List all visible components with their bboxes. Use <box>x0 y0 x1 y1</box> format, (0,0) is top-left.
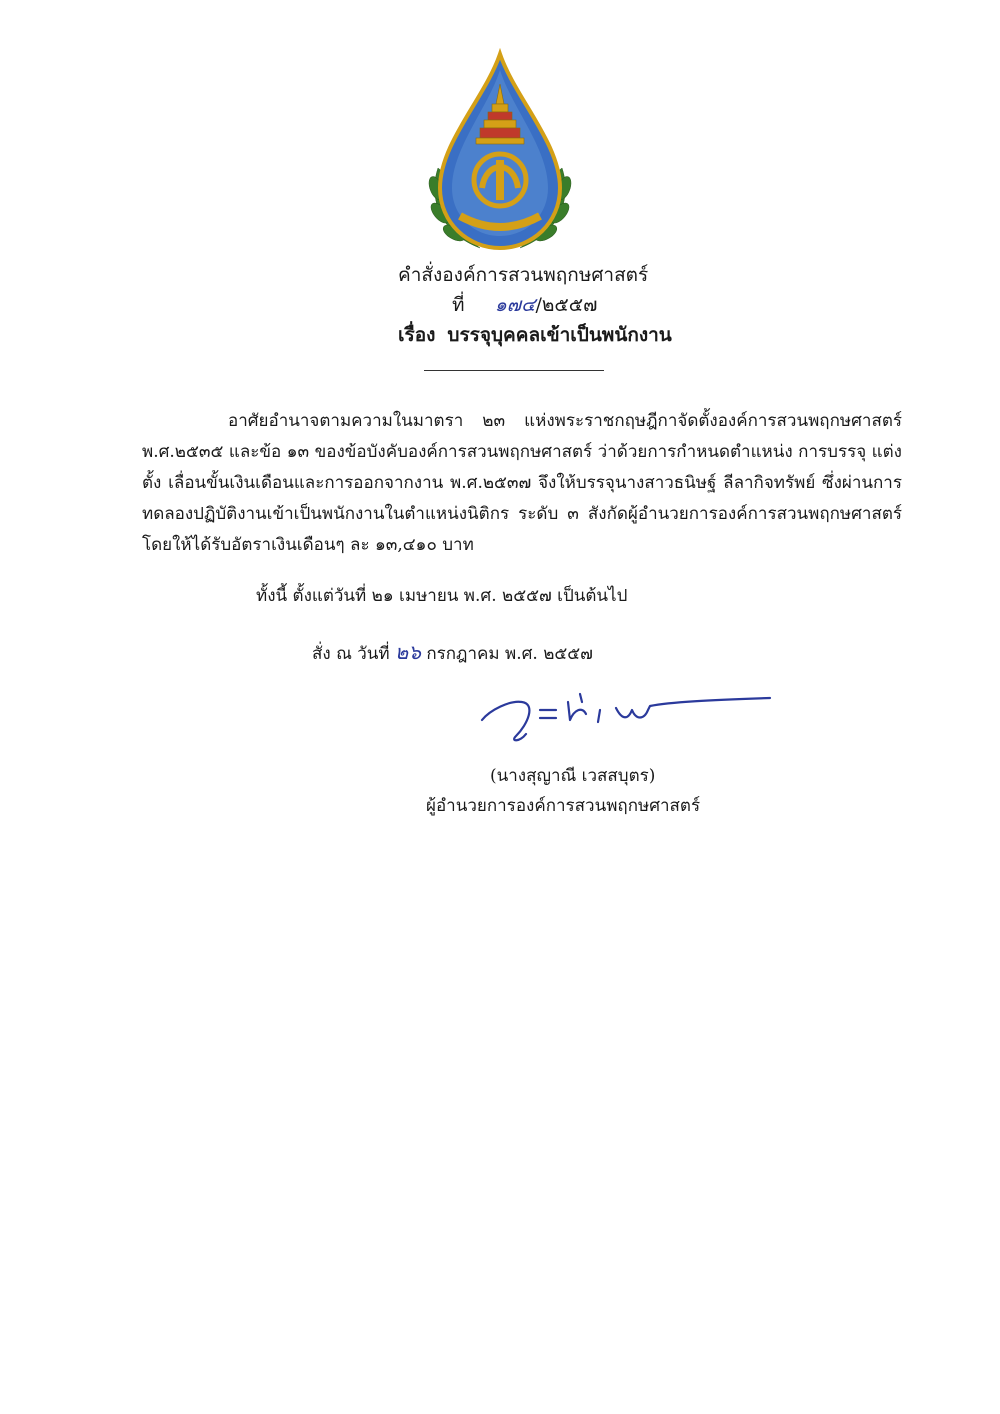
monogram-emblem <box>474 154 526 206</box>
effective-date-line: ทั้งนี้ ตั้งแต่วันที่ ๒๑ เมษายน พ.ศ. ๒๕๕๗ เป็นต้นไป <box>256 586 628 606</box>
subject-label: เรื่อง <box>398 324 436 346</box>
signer-position: ผู้อำนวยการองค์การสวนพฤกษศาสตร์ <box>426 796 701 816</box>
handwritten-signature <box>470 680 790 750</box>
handwritten-day: ๒๖ <box>395 640 421 664</box>
header-divider <box>424 370 604 371</box>
body-paragraph <box>142 406 902 561</box>
order-date-line <box>312 636 593 668</box>
order-date-prefix: สั่ง ณ วันที่ <box>312 644 390 664</box>
document-title: คำสั่งองค์การสวนพฤกษศาสตร์ <box>398 264 649 286</box>
organization-seal-logo <box>420 48 580 258</box>
body-paragraph-text: อาศัยอำนาจตามความในมาตรา ๒๓ แห่งพระราชกฤษฎีกาจัดตั้งองค์การสวนพฤกษศาสตร์ พ.ศ.๒๕๓๕ และข้อ ๑๓ ของข้อบังคับองค์การสวนพฤกษศาสตร์ ว่าด้วยการกำหนดตำแหน่ง การบรรจุ แต่งตั้ง เลื่อนขั้นเงินเดือนและการออกจากงาน พ.ศ.๒๕๓๗ จึงให้บรรจุนางสาวธนิษฐ์ ลีลากิจทรัพย์ ซึ่งผ่านการทดลองปฏิบัติงานเข้าเป็นพนักงานในตำแหน่งนิติกร ระดับ ๓ สังกัดผู้อำนวยการองค์การสวนพฤกษศาสตร์ โดยให้ได้รับอัตราเงินเดือนๆ ละ ๑๓,๔๑๐ บาท <box>142 411 902 555</box>
order-date-suffix: กรกฎาคม พ.ศ. ๒๕๕๗ <box>426 644 593 664</box>
document-subject <box>398 320 672 350</box>
order-number <box>452 290 597 320</box>
signer-name: (นางสุญาณี เวสสบุตร) <box>490 766 656 786</box>
subject-text: บรรจุบุคคลเข้าเป็นพนักงาน <box>447 324 672 346</box>
order-number-year: /๒๕๕๗ <box>535 294 598 316</box>
handwritten-order-number: ๑๗๔ <box>494 294 536 316</box>
number-label: ที่ <box>452 294 465 316</box>
